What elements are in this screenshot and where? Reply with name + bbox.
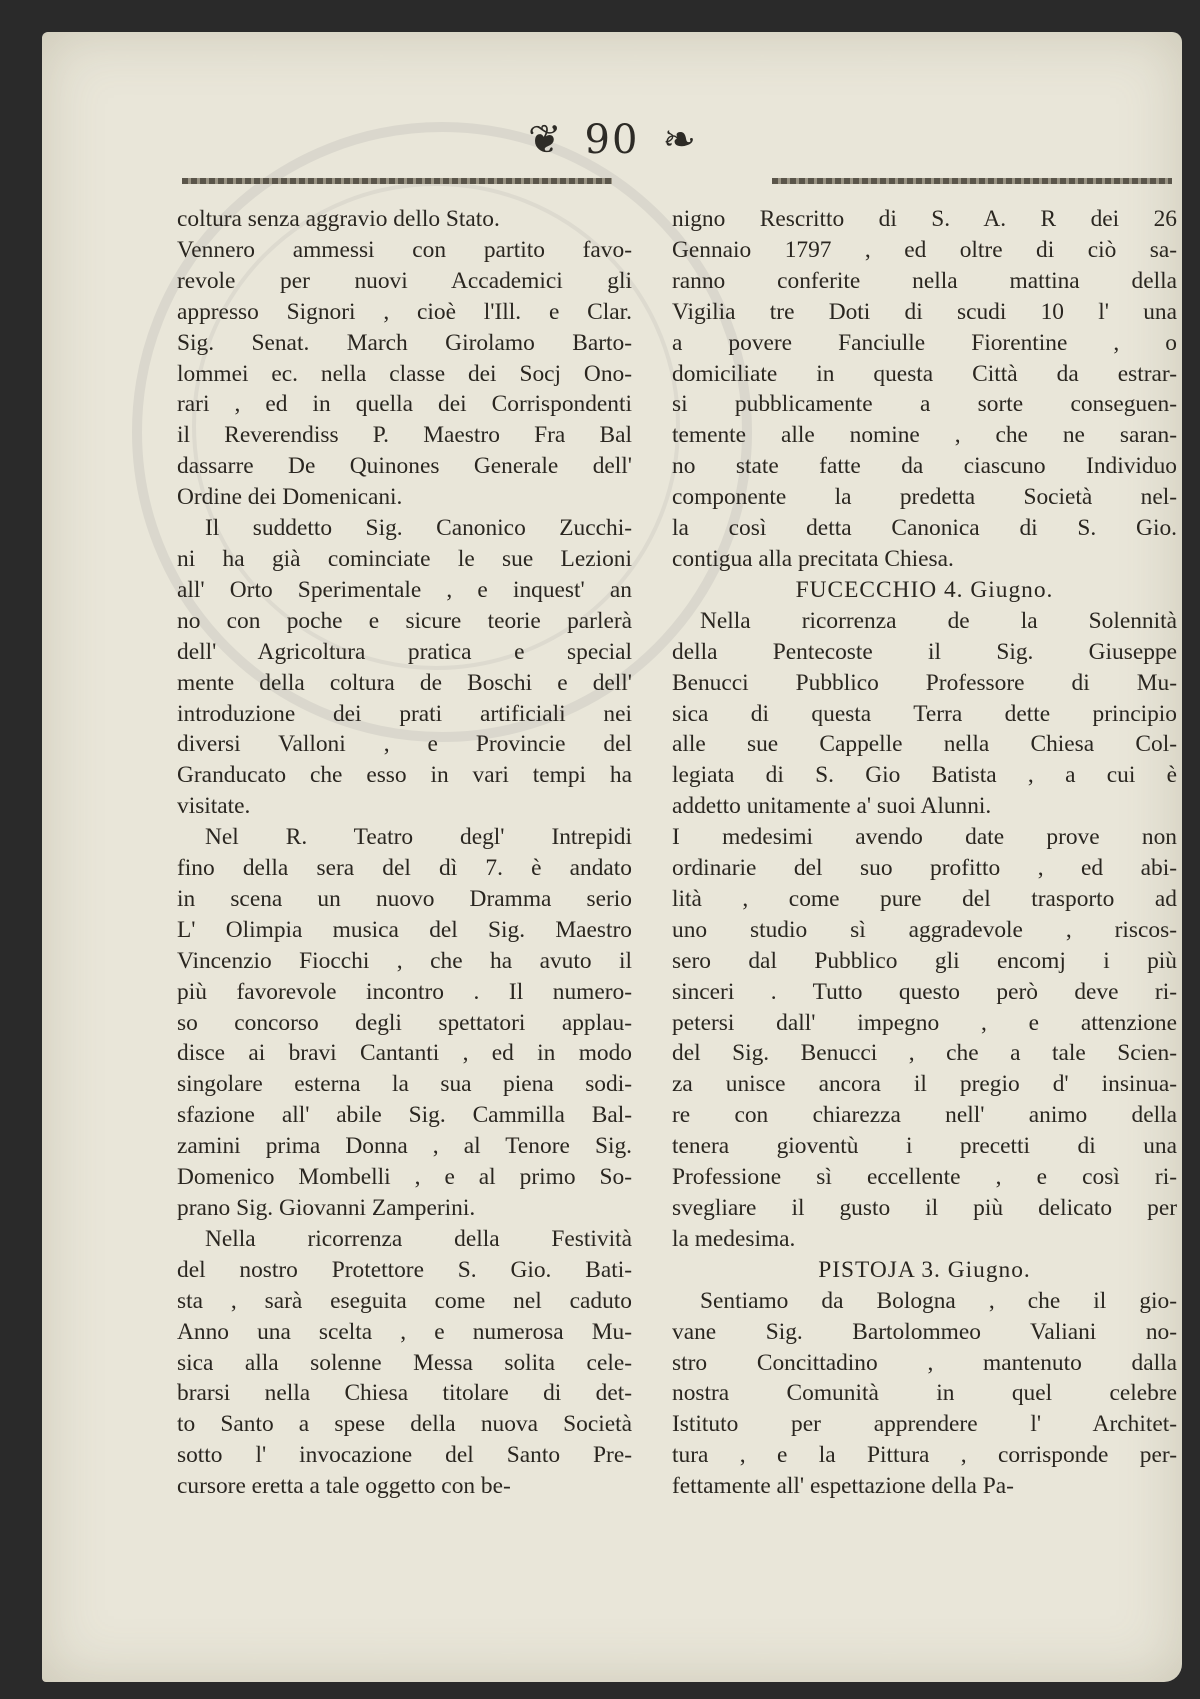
text-line: della Pentecoste il Sig. Giuseppe bbox=[672, 638, 1177, 665]
text-line: uno studio sì aggradevole , riscos- bbox=[672, 916, 1177, 943]
text-line: fettamente all' espettazione della Pa- bbox=[672, 1473, 1014, 1500]
text-line: rari , ed in quella dei Corrispondenti bbox=[177, 391, 632, 418]
text-line: del Sig. Benucci , che a tale Scien- bbox=[672, 1040, 1177, 1067]
text-line: stro Concittadino , mantenuto dalla bbox=[672, 1349, 1177, 1376]
text-line: Sig. Senat. March Girolamo Barto- bbox=[177, 329, 632, 356]
text-line: temente alle nomine , che ne saran- bbox=[672, 422, 1177, 449]
text-line: mente della coltura de Boschi e dell' bbox=[177, 669, 632, 696]
text-line: sta , sarà eseguita come nel caduto bbox=[177, 1287, 632, 1314]
text-line: disce ai bravi Cantanti , ed in modo bbox=[177, 1040, 632, 1067]
text-line: sfazione all' abile Sig. Cammilla Bal- bbox=[177, 1102, 632, 1129]
text-line: sotto l' invocazione del Santo Pre- bbox=[177, 1442, 632, 1469]
text-line: Vincenzio Fiocchi , che ha avuto il bbox=[177, 947, 632, 974]
text-line: sica di questa Terra dette principio bbox=[672, 700, 1177, 727]
text-line: svegliare il gusto il più delicato per bbox=[672, 1195, 1177, 1221]
text-line: più favorevole incontro . Il numero- bbox=[177, 978, 632, 1005]
text-line: zamini prima Donna , al Tenore Sig. bbox=[177, 1133, 632, 1160]
text-line: ordinarie del suo profitto , ed abi- bbox=[672, 855, 1177, 882]
text-line: alle sue Cappelle nella Chiesa Col- bbox=[672, 731, 1177, 758]
text-line: Nel R. Teatro degl' Intrepidi bbox=[205, 824, 632, 851]
text-line: cursore eretta a tale oggetto con be- bbox=[177, 1473, 511, 1500]
text-line: I medesimi avendo date prove non bbox=[672, 824, 1177, 851]
text-line: dassarre De Quinones Generale dell' bbox=[177, 453, 632, 480]
text-line: nigno Rescritto di S. A. R dei 26 bbox=[672, 206, 1177, 232]
text-line: ni ha già cominciate le sue Lezioni bbox=[177, 545, 632, 572]
text-line: fino della sera del dì 7. è andato bbox=[177, 855, 632, 882]
text-line: prano Sig. Giovanni Zamperini. bbox=[177, 1195, 476, 1221]
text-line: del nostro Protettore S. Gio. Bati- bbox=[177, 1256, 632, 1283]
text-line: za unisce ancora il pregio d' insinua- bbox=[672, 1071, 1177, 1098]
text-line: contigua alla precitata Chiesa. bbox=[672, 545, 954, 572]
ornament-left-icon: ❦ bbox=[527, 117, 562, 163]
text-line: no con poche e sicure teorie parlerà bbox=[177, 607, 632, 634]
text-line: Il suddetto Sig. Canonico Zucchi- bbox=[205, 515, 632, 542]
left-column bbox=[177, 204, 632, 1502]
text-line: appresso Signori , cioè l'Ill. e Clar. bbox=[177, 298, 632, 325]
text-line: coltura senza aggravio dello Stato. bbox=[177, 206, 500, 232]
text-line: il Reverendiss P. Maestro Fra Bal bbox=[177, 422, 632, 449]
text-line: Vigilia tre Doti di scudi 10 l' una bbox=[672, 298, 1177, 325]
dateline-heading: PISTOJA 3. Giugno. bbox=[818, 1256, 1031, 1283]
page-header bbox=[42, 117, 1182, 163]
header-rule-right bbox=[772, 178, 1172, 184]
right-column bbox=[672, 204, 1177, 1502]
text-line: Anno una scelta , e numerosa Mu- bbox=[177, 1318, 632, 1345]
page-number: 90 bbox=[584, 117, 640, 163]
text-line: nostra Comunità in quel celebre bbox=[672, 1380, 1177, 1407]
text-line: so concorso degli spettatori applau- bbox=[177, 1009, 632, 1036]
text-line: sica alla solenne Messa solita cele- bbox=[177, 1349, 632, 1376]
text-line: to Santo a spese della nuova Società bbox=[177, 1411, 632, 1438]
text-line: visitate. bbox=[177, 793, 251, 820]
text-line: legiata di S. Gio Batista , a cui è bbox=[672, 762, 1177, 789]
text-line: singolare esterna la sua piena sodi- bbox=[177, 1071, 632, 1098]
newspaper-page bbox=[42, 32, 1182, 1682]
text-line: tura , e la Pittura , corrisponde per- bbox=[672, 1442, 1177, 1469]
text-line: Nella ricorrenza della Festività bbox=[205, 1225, 632, 1252]
text-line: Vennero ammessi con partito favo- bbox=[177, 236, 632, 263]
text-line: in scena un nuovo Dramma serio bbox=[177, 885, 632, 912]
text-line: si pubblicamente a sorte conseguen- bbox=[672, 391, 1177, 418]
text-line: tenera gioventù i precetti di una bbox=[672, 1133, 1177, 1160]
dateline-heading: FUCECCHIO 4. Giugno. bbox=[795, 576, 1054, 603]
header-rule-left bbox=[182, 178, 612, 184]
text-line: no state fatte da ciascuno Individuo bbox=[672, 453, 1177, 480]
ornament-right-icon: ❧ bbox=[662, 117, 697, 163]
text-line: Ordine dei Domenicani. bbox=[177, 484, 403, 511]
text-line: revole per nuovi Accademici gli bbox=[177, 267, 632, 294]
text-line: addetto unitamente a' suoi Alunni. bbox=[672, 793, 992, 820]
text-line: lommei ec. nella classe dei Socj Ono- bbox=[177, 360, 632, 387]
text-line: Professione sì eccellente , e così ri- bbox=[672, 1164, 1177, 1191]
text-line: petersi dall' impegno , e attenzione bbox=[672, 1009, 1177, 1036]
text-line: all' Orto Sperimentale , e inquest' an bbox=[177, 576, 632, 603]
text-line: sero dal Pubblico gli encomj i più bbox=[672, 947, 1177, 974]
text-line: Gennaio 1797 , ed oltre di ciò sa- bbox=[672, 236, 1177, 263]
text-line: Nella ricorrenza de la Solennità bbox=[700, 607, 1177, 634]
text-line: vane Sig. Bartolommeo Valiani no- bbox=[672, 1318, 1177, 1345]
text-line: lità , come pure del trasporto ad bbox=[672, 885, 1177, 912]
text-line: Granducato che esso in vari tempi ha bbox=[177, 762, 632, 789]
text-line: L' Olimpia musica del Sig. Maestro bbox=[177, 916, 632, 943]
text-line: a povere Fanciulle Fiorentine , o bbox=[672, 329, 1177, 356]
text-line: ranno conferite nella mattina della bbox=[672, 267, 1177, 294]
text-line: Sentiamo da Bologna , che il gio- bbox=[700, 1287, 1177, 1314]
text-line: brarsi nella Chiesa titolare di det- bbox=[177, 1380, 632, 1407]
text-line: Domenico Mombelli , e al primo So- bbox=[177, 1164, 632, 1191]
text-line: la medesima. bbox=[672, 1225, 796, 1252]
text-line: introduzione dei prati artificiali nei bbox=[177, 700, 632, 727]
text-line: Istituto per apprendere l' Architet- bbox=[672, 1411, 1177, 1438]
text-line: la così detta Canonica di S. Gio. bbox=[672, 515, 1177, 542]
text-line: diversi Valloni , e Provincie del bbox=[177, 731, 632, 758]
text-line: componente la predetta Società nel- bbox=[672, 484, 1177, 511]
text-line: Benucci Pubblico Professore di Mu- bbox=[672, 669, 1177, 696]
text-line: dell' Agricoltura pratica e special bbox=[177, 638, 632, 665]
text-line: re con chiarezza nell' animo della bbox=[672, 1102, 1177, 1129]
text-line: domiciliate in questa Città da estrar- bbox=[672, 360, 1177, 387]
text-line: sinceri . Tutto questo però deve ri- bbox=[672, 978, 1177, 1005]
